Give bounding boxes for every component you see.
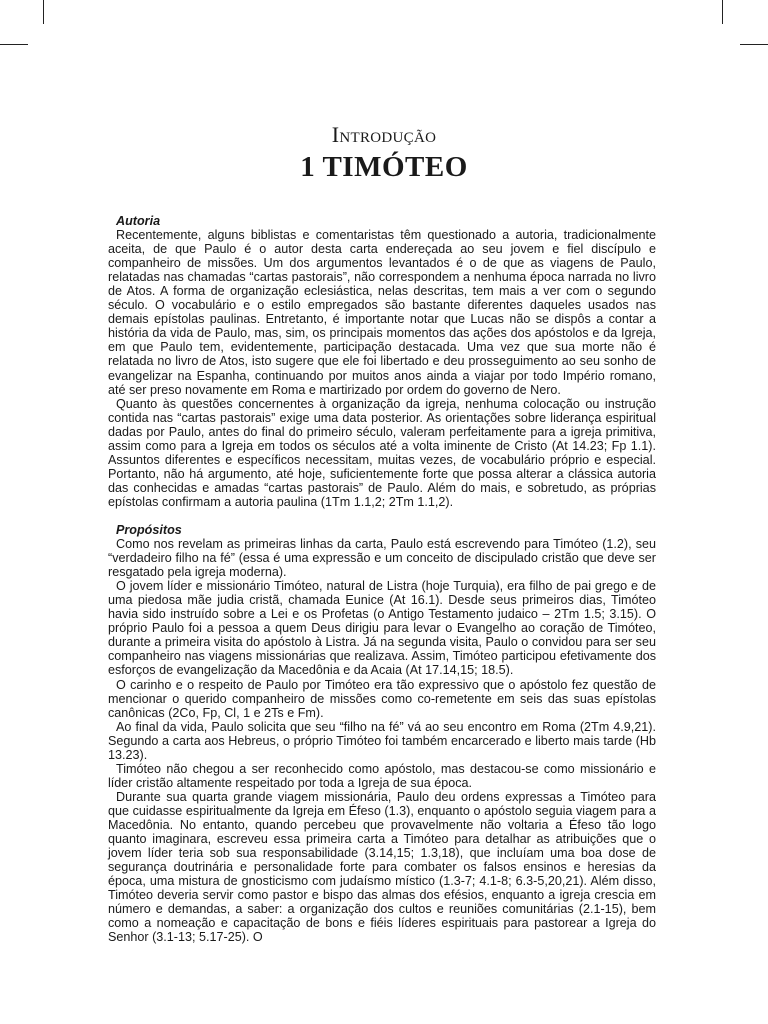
paragraph: Recentemente, alguns biblistas e comentaristas têm questionado a autoria, tradicionalmente aceita, de que Paulo é o autor desta carta endereçada ao seu jovem e fiel discípulo e companheiro de missões. Um dos argumentos levantados é o de que as viagens de Paulo, relatadas nas chamadas “cartas pastorais”, não correspondem a nenhuma época narrada no livro de Atos. A forma de organização eclesiástica, nelas descritas, tem mais a ver com o segundo século. O vocabulário e o estilo empregados são bastante diferentes daqueles usados nas demais epístolas paulinas. Entretanto, é importante notar que Lucas não se dispôs a contar a história da vida de Paulo, mas, sim, os principais momentos das ações dos apóstolos e da Igreja, em que Paulo tem, evidentemente, participação destacada. Uma vez que sua morte não é relatada no livro de Atos, isto sugere que ele foi libertado e deu prosseguimento ao seu sonho de evangelizar na Espanha, continuando por muitos anos ainda a viajar por todo Império romano, até ser preso novamente em Roma e martirizado por ordem do governo de Nero.	[108, 228, 656, 397]
paragraph: Durante sua quarta grande viagem missionária, Paulo deu ordens expressas a Timóteo para que cuidasse espiritualmente da Igreja em Éfeso (1.3), enquanto o apóstolo seguia viagem para a Macedônia. No entanto, quando percebeu que provavelmente não voltaria a Éfeso tão logo quanto imaginara, escreveu essa primeira carta a Timóteo para detalhar as atribuições que o jovem líder teria sob sua responsabilidade (3.14,15; 1.3,18), que incluíam uma boa dose de segurança doutrinária e personalidade forte para combater os falsos ensinos e heresias da época, uma mistura de gnosticismo com judaísmo místico (1.3-7; 4.1-8; 6.3-5,20,21). Além disso, Timóteo deveria servir como pastor e bispo das almas dos efésios, enquanto a igreja crescia em número e demandas, a saber: a organização dos cultos e reuniões comunitárias (2.1-15), bem como a nomeação e capacitação de bons e fiéis líderes espirituais para pastorear a Igreja do Senhor (3.1-13; 5.17-25). O	[108, 789, 656, 945]
body-text	[108, 214, 656, 944]
crop-mark-top-right	[722, 0, 723, 24]
crop-mark-right	[740, 44, 768, 45]
section-spacer	[108, 509, 656, 523]
paragraph: O carinho e o respeito de Paulo por Timóteo era tão expressivo que o apóstolo fez questão de mencionar o querido companheiro de missões como co-remetente em seis das suas epístolas canônicas (2Co, Fp, Cl, 1 e 2Ts e Fm).	[108, 677, 656, 720]
paragraph: Quanto às questões concernentes à organização da igreja, nenhuma colocação ou instrução contida nas “cartas pastorais” exige uma data posterior. As orientações sobre liderança espiritual dadas por Paulo, antes do final do primeiro século, valeram perfeitamente para a igreja primitiva, assim como para a Igreja em todos os séculos até a volta iminente de Cristo (At 14.23; Fp 1.1). Assuntos diferentes e específicos necessitam, muitas vezes, de vocabulário próprio e especial. Portanto, não há argumento, até hoje, suficientemente forte que possa alterar a clássica autoria das conhecidas e amadas “cartas pastorais” de Paulo. Além do mais, e sobretudo, as próprias epístolas confirmam a autoria paulina (1Tm 1.1,2; 2Tm 1.1,2).	[108, 396, 656, 509]
section-heading-propositos: Propósitos	[116, 522, 182, 537]
crop-mark-left	[0, 44, 28, 45]
paragraph: Timóteo não chegou a ser reconhecido como apóstolo, mas destacou-se como missionário e líder cristão altamente respeitado por toda a Igreja de sua época.	[108, 761, 656, 790]
crop-mark-top-left	[43, 0, 44, 24]
paragraph: O jovem líder e missionário Timóteo, natural de Listra (hoje Turquia), era filho de pai grego e de uma piedosa mãe judia cristã, chamada Eunice (At 16.1). Desde seus primeiros dias, Timóteo havia sido instruído sobre a Lei e os Profetas (o Antigo Testamento judaico – 2Tm 1.5; 3.15). O próprio Paulo foi a pessoa a quem Deus dirigiu para levar o Evangelho ao coração de Timóteo, durante a primeira visita do apóstolo à Listra. Já na segunda visita, Paulo o convidou para ser seu companheiro nas viagens missionárias que realizava. Assim, Timóteo participou efetivamente dos esforços de evangelização da Macedônia e da Acaia (At 17.14,15; 18.5).	[108, 579, 656, 678]
page-title: 1 TIMÓTEO	[300, 151, 468, 183]
paragraph: Como nos revelam as primeiras linhas da carta, Paulo está escrevendo para Timóteo (1.2), seu “verdadeiro filho na fé” (essa é uma expressão e um conceito de discipulado cristão que deve ser resgatado pela igreja moderna).	[108, 537, 656, 580]
chapter-intro: Introdução	[331, 122, 437, 147]
paragraph: Ao final da vida, Paulo solicita que seu “filho na fé” vá ao seu encontro em Roma (2Tm 4.9,21). Segundo a carta aos Hebreus, o próprio Timóteo foi também encarcerado e liberto mais tarde (Hb 13.23).	[108, 719, 656, 762]
section-heading-autoria: Autoria	[116, 214, 161, 228]
